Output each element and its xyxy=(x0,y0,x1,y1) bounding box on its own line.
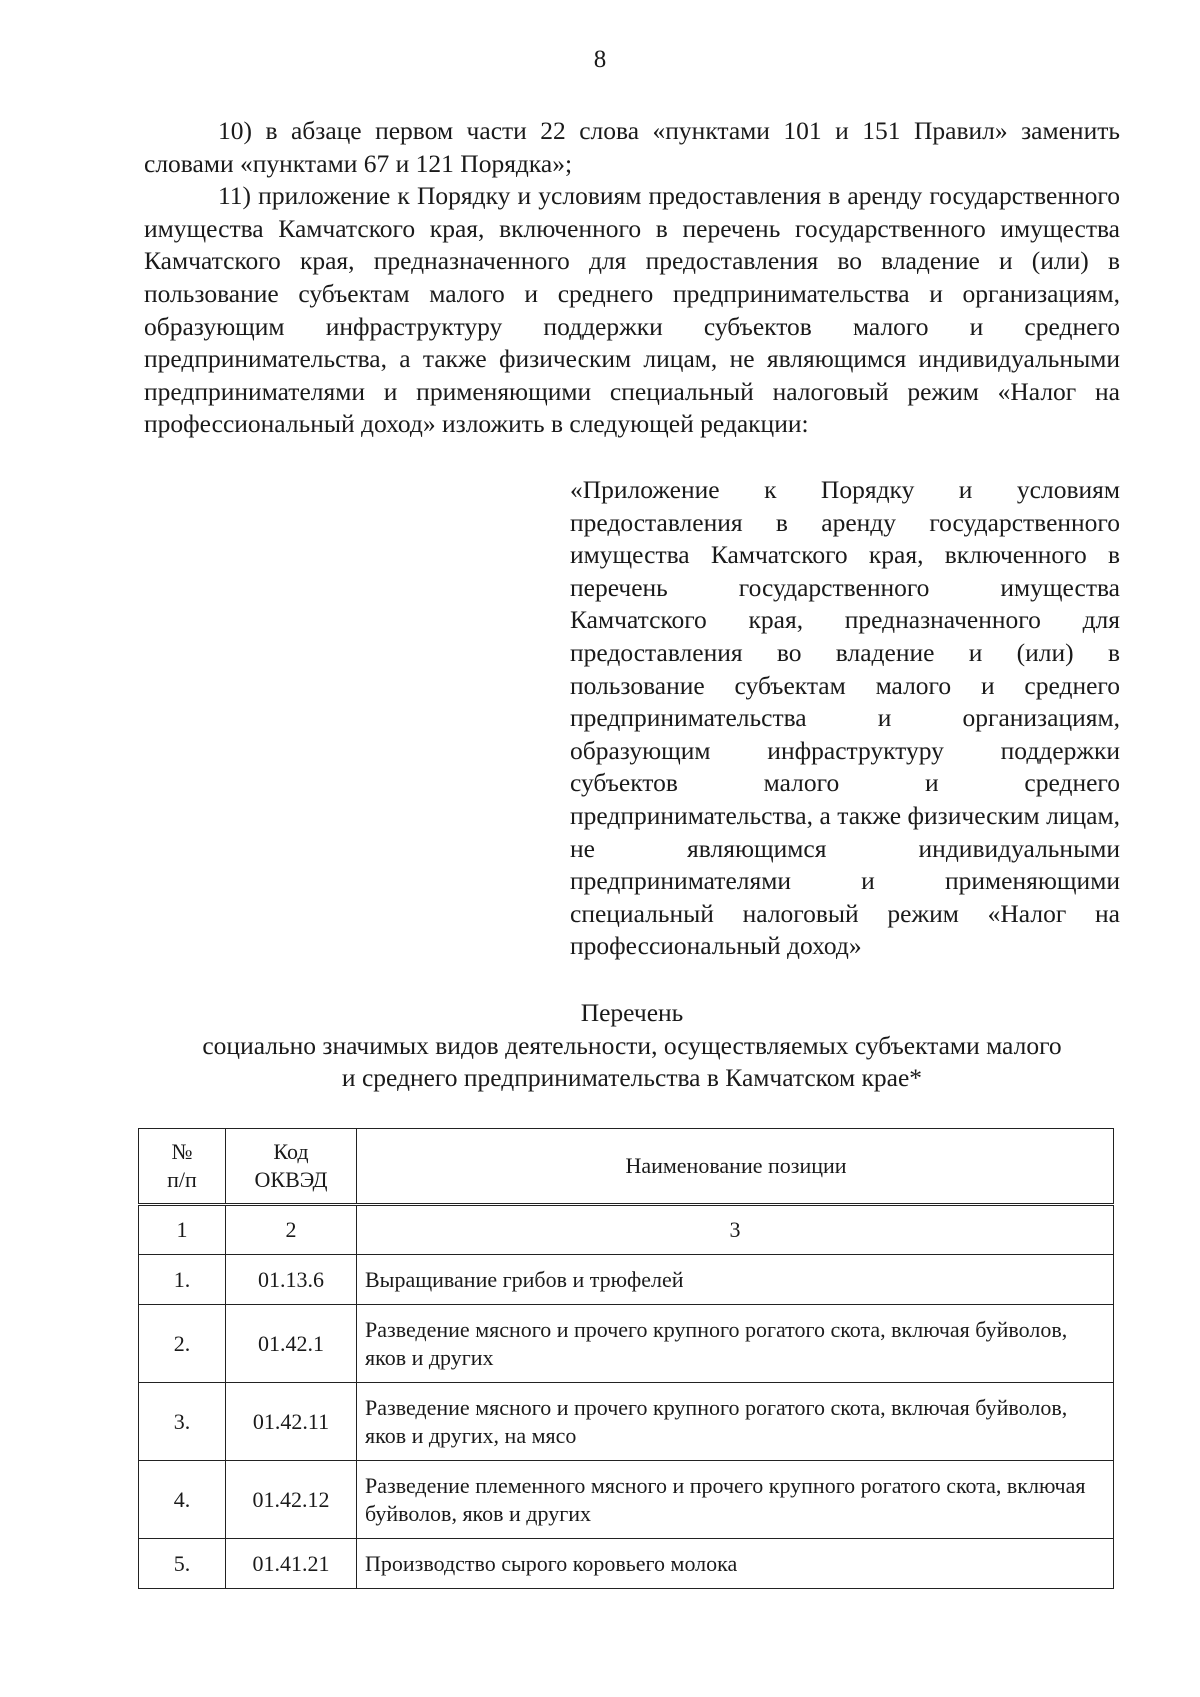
header-number-line-2: п/п xyxy=(167,1167,197,1192)
activities-table xyxy=(138,1128,1114,1589)
paragraph-10: 10) в абзаце первом части 22 слова «пунктами 101 и 151 Правил» заменить словами «пунктами 67 и 121 Порядка»; xyxy=(144,116,1120,178)
list-title-line-2: социально значимых видов деятельности, осуществляемых субъектами малого xyxy=(202,1030,1062,1060)
table-header-row xyxy=(139,1129,1114,1205)
table-row xyxy=(139,1255,1114,1305)
column-number-row xyxy=(139,1205,1114,1255)
column-number-3: 3 xyxy=(357,1205,1114,1255)
list-title xyxy=(144,997,1120,1095)
row-code: 01.13.6 xyxy=(226,1255,357,1305)
row-code: 01.42.1 xyxy=(226,1305,357,1383)
row-name: Разведение племенного мясного и прочего крупного рогатого скота, включая буйволов, яков и других xyxy=(357,1461,1114,1539)
table-row xyxy=(139,1461,1114,1539)
table-row xyxy=(139,1539,1114,1589)
row-number: 4. xyxy=(139,1461,226,1539)
list-title-line-3: и среднего предпринимательства в Камчатском крае* xyxy=(341,1063,923,1093)
header-code-line-1: Код xyxy=(273,1139,309,1164)
row-name: Выращивание грибов и трюфелей xyxy=(357,1255,1114,1305)
paragraph-11: 11) приложение к Порядку и условиям предоставления в аренду государственного имущества Камчатского края, включенного в перечень государственного имущества Камчатского края, предназначенного для предоставления во владение и (или) в пользование субъектам малого и среднего предпринимательства и организациям, образующим инфраструктуру поддержки субъектов малого и среднего предпринимательства, а также физическим лицам, не являющимся индивидуальными предпринимателями и применяющими специальный налоговый режим «Налог на профессиональный доход» изложить в следующей редакции: xyxy=(144,181,1120,439)
row-code: 01.42.12 xyxy=(226,1461,357,1539)
header-code-line-2: ОКВЭД xyxy=(254,1167,328,1192)
body-text xyxy=(144,115,1120,441)
table-row xyxy=(139,1383,1114,1461)
list-title-line-1: Перечень xyxy=(580,998,684,1027)
header-number xyxy=(139,1129,226,1205)
row-code: 01.42.11 xyxy=(226,1383,357,1461)
header-number-line-1: № xyxy=(171,1139,193,1164)
column-number-2: 2 xyxy=(226,1205,357,1255)
header-code xyxy=(226,1129,357,1205)
row-number: 3. xyxy=(139,1383,226,1461)
row-code: 01.41.21 xyxy=(226,1539,357,1589)
appendix-heading: «Приложение к Порядку и условиям предоставления в аренду государственного имущества Камчатского края, включенного в перечень государственного имущества Камчатского края, предназначенного для предоставления во владение и (или) в пользование субъектам малого и среднего предпринимательства и организациям, образующим инфраструктуру поддержки субъектов малого и среднего предпринимательства, а также физическим лицам, не являющимся индивидуальными предпринимателями и применяющими специальный налоговый режим «Налог на профессиональный доход» xyxy=(570,475,1120,961)
header-name: Наименование позиции xyxy=(357,1129,1114,1205)
row-number: 2. xyxy=(139,1305,226,1383)
column-number-1: 1 xyxy=(139,1205,226,1255)
row-number: 1. xyxy=(139,1255,226,1305)
row-number: 5. xyxy=(139,1539,226,1589)
page-number: 8 xyxy=(593,46,607,73)
row-name: Производство сырого коровьего молока xyxy=(357,1539,1114,1589)
row-name: Разведение мясного и прочего крупного рогатого скота, включая буйволов, яков и других, на мясо xyxy=(357,1383,1114,1461)
table-row xyxy=(139,1305,1114,1383)
row-name: Разведение мясного и прочего крупного рогатого скота, включая буйволов, яков и других xyxy=(357,1305,1114,1383)
